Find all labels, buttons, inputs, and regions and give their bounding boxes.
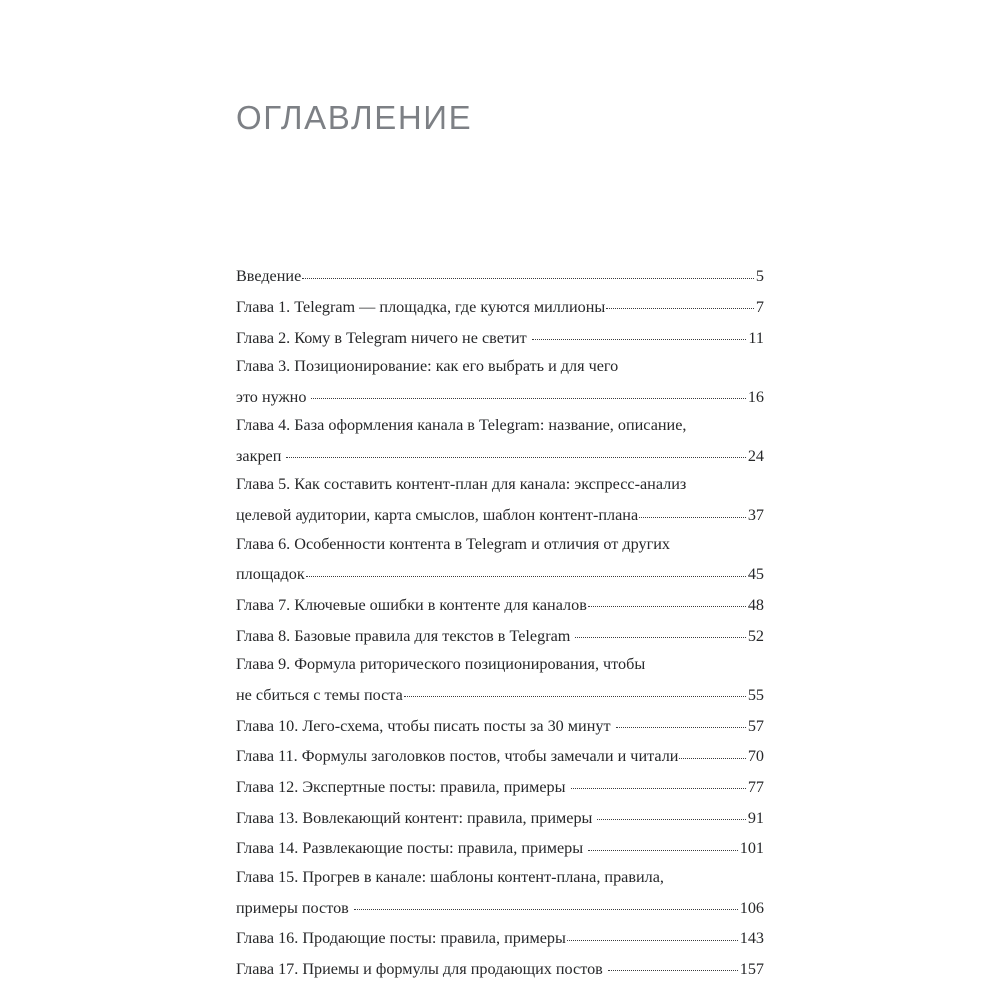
toc-entry-title: Глава 15. Прогрев в канале: шаблоны контент-плана, правила, — [236, 867, 664, 886]
toc-page-number: 70 — [747, 747, 764, 766]
toc-entry-line — [236, 625, 764, 646]
dot-leader — [597, 806, 745, 822]
toc-entry-line — [236, 776, 764, 797]
toc-entry-line — [236, 357, 764, 376]
toc-entry-line — [236, 296, 764, 317]
dot-leader — [311, 386, 745, 402]
dot-leader — [575, 625, 745, 641]
toc-page-number: 57 — [747, 716, 764, 735]
toc-page-number: 24 — [747, 446, 764, 465]
toc-entry-line — [236, 535, 764, 554]
toc-entry[interactable] — [236, 655, 764, 705]
toc-entry-line — [236, 326, 764, 347]
toc-entry-title: площадок — [236, 565, 305, 584]
toc-page-number: 16 — [747, 387, 764, 406]
toc-entry-line — [236, 806, 764, 827]
toc-entry-title: Глава 14. Развлекающие посты: правила, примеры — [236, 839, 584, 858]
dot-leader — [588, 837, 738, 853]
toc-entry[interactable] — [236, 326, 764, 347]
dot-leader — [404, 684, 746, 700]
toc-entry-title: закреп — [236, 446, 282, 465]
toc-entry-title: Глава 3. Позиционирование: как его выбрать и для чего — [236, 357, 619, 376]
dot-leader — [616, 714, 746, 730]
toc-entry-title: Введение — [236, 267, 302, 286]
toc-entry-title: Глава 1. Telegram — площадка, где куются миллионы — [236, 297, 606, 316]
toc-entry-title: Глава 2. Кому в Telegram ничего не светит — [236, 328, 527, 347]
toc-entry-line — [236, 594, 764, 615]
toc-entry-line — [236, 958, 764, 979]
toc-entry-title: примеры постов — [236, 898, 349, 917]
toc-page-number: 101 — [739, 839, 764, 858]
toc-entry-title: Глава 16. Продающие посты: правила, примеры — [236, 929, 566, 948]
dot-leader — [532, 326, 747, 342]
toc-entry[interactable] — [236, 868, 764, 918]
dot-leader — [679, 745, 745, 761]
toc-entry[interactable] — [236, 806, 764, 827]
toc-entry-line — [236, 655, 764, 674]
toc-entry[interactable] — [236, 776, 764, 797]
toc-entry-title: Глава 13. Вовлекающий контент: правила, примеры — [236, 808, 593, 827]
toc-entry-line — [236, 896, 764, 917]
toc-entry[interactable] — [236, 714, 764, 735]
toc-entry-title: Глава 4. База оформления канала в Telegram: название, описание, — [236, 416, 687, 435]
toc-entry-title: Глава 5. Как составить контент-план для канала: экспресс-анализ — [236, 475, 687, 494]
toc-entry[interactable] — [236, 625, 764, 646]
toc-entry[interactable] — [236, 265, 764, 286]
toc-entry[interactable] — [236, 475, 764, 525]
toc-entry-title: Глава 7. Ключевые ошибки в контенте для каналов — [236, 596, 587, 614]
toc-page-number: 52 — [747, 626, 764, 645]
toc-entry-title: целевой аудитории, карта смыслов, шаблон контент-плана — [236, 506, 639, 525]
toc-entry[interactable] — [236, 837, 764, 858]
toc-entry-line — [236, 416, 764, 435]
toc-entry-title: Глава 6. Особенности контента в Telegram и отличия от других — [236, 534, 670, 553]
toc-entry-title: Глава 11. Формулы заголовков постов, чтобы замечали и читали — [236, 747, 679, 766]
toc-page-number: 11 — [748, 328, 764, 347]
dot-leader — [302, 265, 754, 281]
toc-entry-title: Глава 8. Базовые правила для текстов в Telegram — [236, 626, 571, 645]
toc-entry[interactable] — [236, 416, 764, 466]
dot-leader — [306, 563, 746, 579]
toc-entry-line — [236, 745, 764, 766]
toc-page-number: 5 — [755, 267, 764, 286]
toc-page-number: 157 — [739, 959, 764, 978]
toc-entry-title: это нужно — [236, 387, 307, 406]
toc-page-number: 143 — [739, 929, 764, 948]
page-title: ОГЛАВЛЕНИЕ — [236, 99, 473, 136]
toc-entry-line — [236, 475, 764, 494]
dot-leader — [639, 504, 746, 520]
toc-entry-title: Глава 12. Экспертные посты: правила, примеры — [236, 777, 566, 796]
toc-page-number: 37 — [747, 506, 764, 525]
toc-page-number: 106 — [739, 898, 764, 917]
dot-leader — [588, 594, 746, 610]
toc-entry-line — [236, 265, 764, 286]
dot-leader — [571, 776, 746, 792]
toc-entry[interactable] — [236, 594, 764, 615]
toc-entry-line — [236, 837, 764, 858]
toc-entry-line — [236, 714, 764, 735]
dot-leader — [608, 958, 738, 974]
toc-entry-line — [236, 386, 764, 407]
toc-entry-title: Глава 17. Приемы и формулы для продающих постов — [236, 959, 603, 978]
toc-entry[interactable] — [236, 958, 764, 979]
toc-entry-line — [236, 504, 764, 525]
toc-entry-line — [236, 868, 764, 887]
dot-leader — [286, 445, 745, 461]
toc-entry-line — [236, 684, 764, 705]
toc-entry-line — [236, 927, 764, 948]
toc-entry-title: Глава 9. Формула риторического позиционирования, чтобы — [236, 655, 646, 674]
toc-page-number: 91 — [747, 808, 764, 827]
toc-page-number: 7 — [755, 297, 764, 316]
toc-page-number: 45 — [747, 565, 764, 584]
table-of-contents — [236, 265, 764, 988]
toc-page-number: 48 — [747, 596, 764, 614]
toc-entry[interactable] — [236, 745, 764, 766]
toc-entry-line — [236, 445, 764, 466]
toc-page-number: 55 — [747, 685, 764, 704]
toc-entry[interactable] — [236, 357, 764, 407]
dot-leader — [606, 296, 754, 312]
dot-leader — [567, 927, 738, 943]
toc-page-number: 77 — [747, 777, 764, 796]
toc-entry-title: не сбиться с темы поста — [236, 685, 403, 704]
toc-entry[interactable] — [236, 296, 764, 317]
toc-entry[interactable] — [236, 927, 764, 948]
dot-leader — [354, 896, 738, 912]
toc-entry-line — [236, 563, 764, 584]
toc-entry[interactable] — [236, 535, 764, 585]
toc-entry-title: Глава 10. Лего-схема, чтобы писать посты за 30 минут — [236, 716, 611, 735]
